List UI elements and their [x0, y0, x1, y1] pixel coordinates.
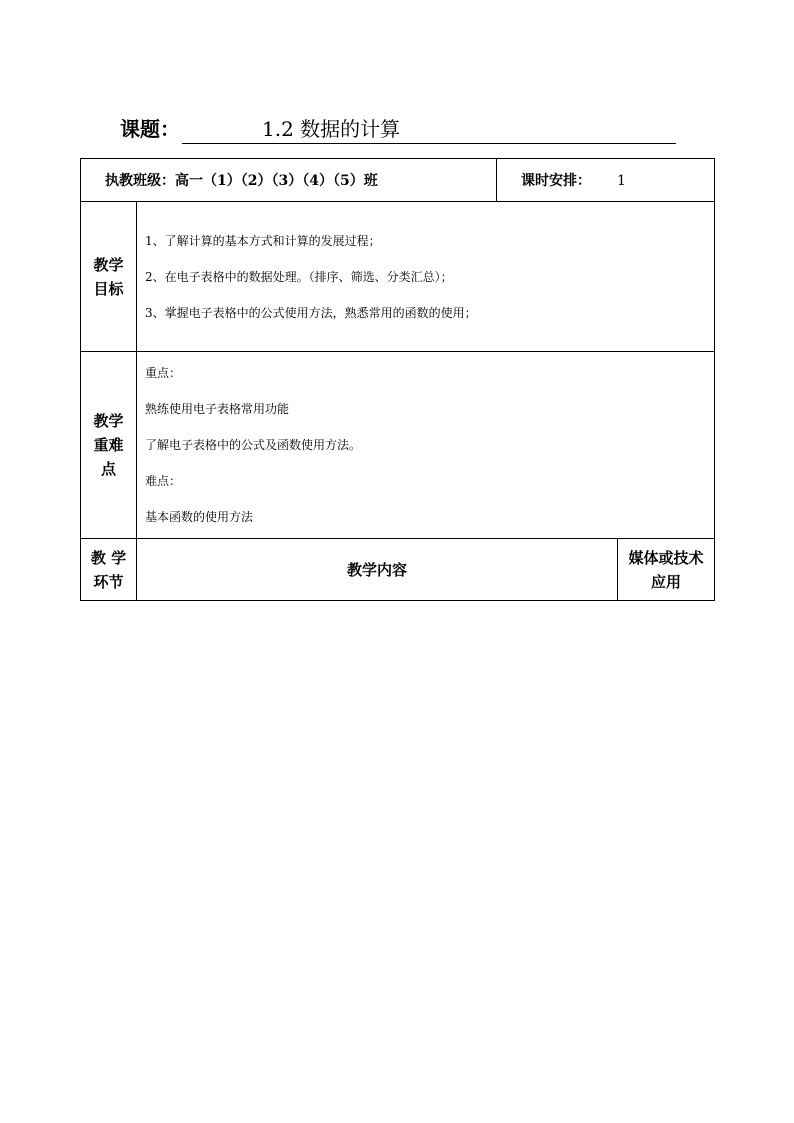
key-points-label-line3: 点 — [100, 460, 116, 478]
lesson-title: 1.2 数据的计算 — [262, 117, 401, 141]
schedule-label: 课时安排： — [521, 173, 591, 189]
difficulty-item: 基本函数的使用方法 — [145, 510, 254, 524]
stage-label-line2: 环节 — [93, 572, 124, 591]
class-info: 执教班级：高一（1）（2）（3）（4）（5）班 — [105, 173, 378, 189]
content-label — [137, 539, 618, 601]
key-label: 重点： — [145, 366, 182, 380]
stage-label-line1: 教 学 — [90, 548, 127, 567]
goals-content — [137, 202, 715, 352]
key-item: 了解电子表格中的公式及函数使用方法。 — [145, 438, 362, 452]
sections-header-row — [81, 539, 715, 601]
title-label: 课题： — [120, 117, 180, 141]
class-info-cell — [81, 159, 497, 202]
goals-label — [81, 202, 137, 352]
media-label — [618, 539, 715, 601]
difficulty-label: 难点： — [145, 474, 182, 488]
content-label-text: 教学内容 — [346, 561, 407, 579]
title-row — [120, 114, 676, 146]
stage-label — [81, 539, 137, 601]
media-label-line2: 应用 — [651, 572, 682, 591]
key-points-label-line1: 教学 — [93, 412, 124, 430]
goal-item: 2、在电子表格中的数据处理。（排序、筛选、分类汇总）； — [145, 269, 453, 284]
goal-item: 1、了解计算的基本方式和计算的发展过程； — [145, 233, 381, 248]
schedule-value: 1 — [617, 173, 626, 189]
key-item: 熟练使用电子表格常用功能 — [145, 402, 290, 416]
goals-label-line1: 教学 — [93, 255, 124, 274]
title-underline — [182, 143, 676, 144]
key-points-content — [137, 352, 715, 539]
goal-item: 3、掌握电子表格中的公式使用方法，熟悉常用的函数的使用； — [145, 305, 477, 320]
key-points-row — [81, 352, 715, 539]
key-points-label — [81, 352, 137, 539]
lesson-plan-table — [80, 158, 715, 601]
header-row — [81, 159, 715, 202]
goals-row — [81, 202, 715, 352]
schedule-cell — [497, 159, 715, 202]
key-points-label-line2: 重难 — [93, 436, 124, 454]
goals-label-line2: 目标 — [93, 279, 124, 298]
media-label-line1: 媒体或技术 — [628, 548, 704, 567]
